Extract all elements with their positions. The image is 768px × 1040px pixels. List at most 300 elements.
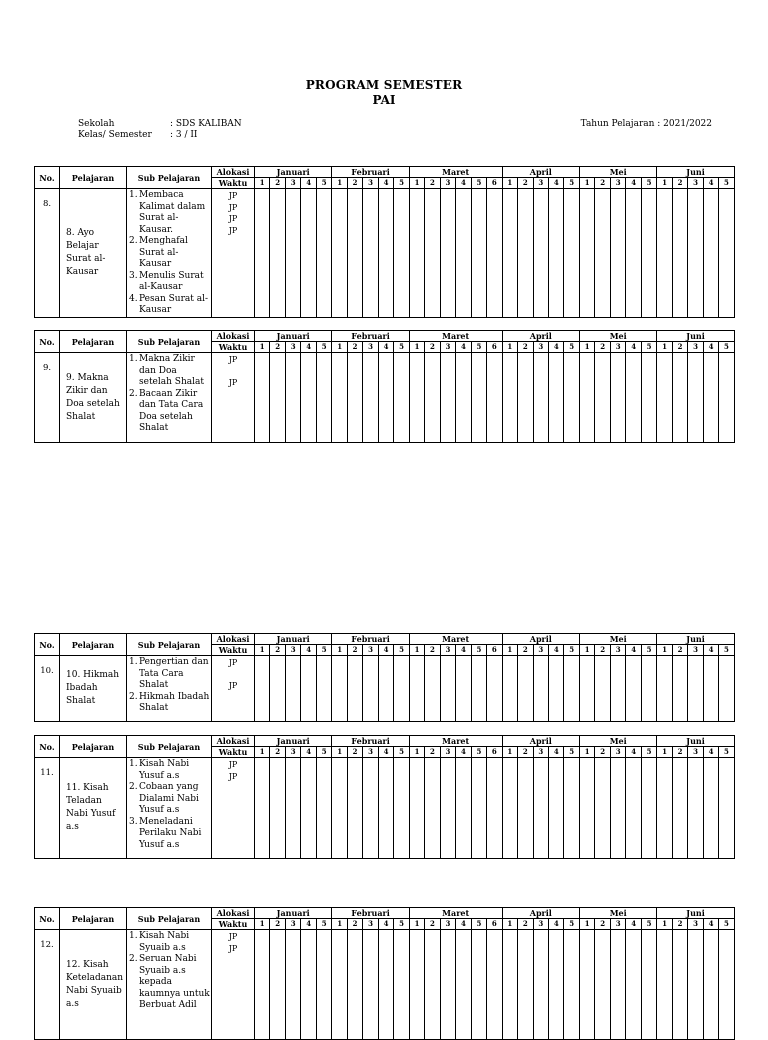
week-number: 3 <box>533 747 548 758</box>
week-cell <box>363 930 378 1040</box>
alokasi-waktu <box>212 353 255 443</box>
week-number: 5 <box>471 747 486 758</box>
col-pelajaran-header: Pelajaran <box>60 908 127 930</box>
week-number: 3 <box>285 342 300 353</box>
week-cell <box>270 758 285 859</box>
week-cell <box>688 189 703 318</box>
month-header: Juni <box>657 908 734 919</box>
week-cell <box>549 353 564 443</box>
week-cell <box>487 189 502 318</box>
col-waktu-header: Waktu <box>212 178 255 189</box>
week-cell <box>688 930 703 1040</box>
week-number: 1 <box>255 645 270 656</box>
week-number: 2 <box>270 645 285 656</box>
month-header: Februari <box>332 736 409 747</box>
week-number: 1 <box>409 747 424 758</box>
week-cell <box>688 353 703 443</box>
week-number: 3 <box>285 919 300 930</box>
week-number: 1 <box>657 919 672 930</box>
sub-lesson-number: 2. <box>129 954 138 964</box>
week-number: 2 <box>347 919 362 930</box>
col-waktu-header: Waktu <box>212 747 255 758</box>
month-header: Juni <box>657 331 734 342</box>
week-cell <box>533 758 548 859</box>
week-number: 3 <box>688 645 703 656</box>
week-cell <box>363 353 378 443</box>
week-cell <box>332 353 347 443</box>
week-cell <box>564 758 580 859</box>
week-cell <box>580 353 595 443</box>
week-cell <box>409 656 424 722</box>
week-cell <box>471 189 486 318</box>
alokasi-value: JP <box>228 760 238 769</box>
lesson-title: 9. Makna Zikir dan Doa setelah Shalat <box>60 353 127 443</box>
week-number: 2 <box>270 342 285 353</box>
alokasi-value: JP <box>228 355 238 364</box>
week-cell <box>518 930 533 1040</box>
week-number: 1 <box>502 919 517 930</box>
sub-lesson-item <box>129 759 210 782</box>
week-number: 1 <box>580 178 595 189</box>
sub-lesson-number: 4. <box>129 293 138 304</box>
week-number: 4 <box>378 178 393 189</box>
week-cell <box>502 353 517 443</box>
sub-lesson-list <box>127 758 212 859</box>
week-cell <box>440 656 455 722</box>
week-number: 3 <box>440 747 455 758</box>
sub-lesson-item <box>129 782 210 817</box>
week-number: 4 <box>301 178 316 189</box>
week-cell <box>502 189 517 318</box>
week-number: 5 <box>394 747 410 758</box>
col-alokasi-header: Alokasi <box>212 331 255 342</box>
week-number: 1 <box>580 342 595 353</box>
week-cell <box>626 930 641 1040</box>
month-header: Maret <box>409 908 502 919</box>
week-cell <box>255 189 270 318</box>
week-number: 2 <box>672 645 687 656</box>
week-number: 4 <box>703 342 718 353</box>
sub-lesson-number: 1. <box>129 354 138 364</box>
sub-lesson-number: 1. <box>129 931 138 941</box>
week-number: 3 <box>285 747 300 758</box>
week-number: 4 <box>301 919 316 930</box>
week-cell <box>347 758 362 859</box>
sub-lesson-text: Seruan Nabi Syuaib a.s kepada kaumnya untuk Berbuat Adil <box>139 954 210 1010</box>
month-header: Februari <box>332 908 409 919</box>
col-pelajaran-header: Pelajaran <box>60 736 127 758</box>
week-number: 2 <box>347 178 362 189</box>
col-no-header: No. <box>35 167 60 189</box>
week-cell <box>301 758 316 859</box>
week-cell <box>285 758 300 859</box>
lesson-title: 10. Hikmah Ibadah Shalat <box>60 656 127 722</box>
week-number: 1 <box>657 178 672 189</box>
week-cell <box>425 758 440 859</box>
col-sub-header: Sub Pelajaran <box>127 634 212 656</box>
col-sub-header: Sub Pelajaran <box>127 908 212 930</box>
week-cell <box>703 656 718 722</box>
week-cell <box>270 189 285 318</box>
week-cell <box>409 758 424 859</box>
week-cell <box>347 353 362 443</box>
week-cell <box>688 758 703 859</box>
week-number: 5 <box>316 645 332 656</box>
week-cell <box>533 353 548 443</box>
sub-lesson-text: Membaca Kalimat dalam Surat al-Kausar. <box>139 190 206 235</box>
sub-lesson-number: 2. <box>129 691 138 702</box>
lesson-title: 12. Kisah Keteladanan Nabi Syuaib a.s <box>60 930 127 1040</box>
week-cell <box>394 656 410 722</box>
week-cell <box>688 656 703 722</box>
lesson-title: 11. Kisah Teladan Nabi Yusuf a.s <box>60 758 127 859</box>
week-cell <box>255 930 270 1040</box>
week-number: 3 <box>688 342 703 353</box>
week-number: 6 <box>487 178 502 189</box>
header-row <box>35 331 735 342</box>
week-cell <box>502 656 517 722</box>
sub-lesson-text: Menghafal Surat al-Kausar <box>139 236 188 269</box>
week-number: 3 <box>440 919 455 930</box>
week-number: 2 <box>672 747 687 758</box>
week-number: 3 <box>610 645 625 656</box>
month-header: Januari <box>255 908 332 919</box>
week-number: 2 <box>518 178 533 189</box>
sub-lesson-number: 2. <box>129 782 138 792</box>
week-number: 1 <box>580 747 595 758</box>
week-number: 1 <box>502 645 517 656</box>
week-cell <box>641 353 656 443</box>
lesson-title: 8. Ayo Belajar Surat al-Kausar <box>60 189 127 318</box>
week-cell <box>394 758 410 859</box>
month-header: April <box>502 634 579 645</box>
week-number: 3 <box>363 747 378 758</box>
week-number: 1 <box>255 919 270 930</box>
week-number: 3 <box>533 919 548 930</box>
week-number: 1 <box>409 178 424 189</box>
alokasi-value: JP <box>228 943 238 953</box>
week-cell <box>672 656 687 722</box>
week-number: 4 <box>549 919 564 930</box>
week-cell <box>580 758 595 859</box>
week-cell <box>471 656 486 722</box>
week-number: 2 <box>425 178 440 189</box>
week-number: 3 <box>285 178 300 189</box>
week-cell <box>285 656 300 722</box>
week-number: 3 <box>610 342 625 353</box>
week-number: 1 <box>409 645 424 656</box>
week-cell <box>719 189 734 318</box>
week-cell <box>316 930 332 1040</box>
week-number: 2 <box>270 919 285 930</box>
lesson-row <box>35 353 735 443</box>
month-header: Mei <box>580 736 657 747</box>
week-cell <box>301 930 316 1040</box>
month-header: Mei <box>580 331 657 342</box>
week-number: 1 <box>409 342 424 353</box>
month-header: Januari <box>255 634 332 645</box>
week-cell <box>518 189 533 318</box>
week-number: 2 <box>425 342 440 353</box>
sub-lesson-item <box>129 657 210 692</box>
sub-lesson-item <box>129 931 210 954</box>
week-cell <box>456 189 471 318</box>
week-cell <box>610 930 625 1040</box>
week-cell <box>703 353 718 443</box>
week-cell <box>363 656 378 722</box>
week-cell <box>378 930 393 1040</box>
week-number: 4 <box>626 645 641 656</box>
sub-lesson-item <box>129 236 210 271</box>
week-cell <box>347 656 362 722</box>
week-cell <box>301 656 316 722</box>
week-cell <box>703 758 718 859</box>
col-waktu-header: Waktu <box>212 919 255 930</box>
month-header: Januari <box>255 167 332 178</box>
sub-lesson-number: 1. <box>129 759 138 769</box>
week-number: 1 <box>409 919 424 930</box>
month-header: Mei <box>580 167 657 178</box>
week-number: 2 <box>595 645 610 656</box>
lesson-number: 12. <box>35 930 60 1040</box>
week-cell <box>610 353 625 443</box>
week-number: 3 <box>363 919 378 930</box>
week-number: 5 <box>564 342 580 353</box>
week-number: 2 <box>270 747 285 758</box>
week-number: 2 <box>425 747 440 758</box>
month-header: Februari <box>332 331 409 342</box>
month-header: Maret <box>409 331 502 342</box>
program-table <box>34 633 735 722</box>
alokasi-value <box>212 366 254 378</box>
week-cell <box>440 189 455 318</box>
week-number: 4 <box>703 645 718 656</box>
week-cell <box>394 189 410 318</box>
week-cell <box>425 353 440 443</box>
sub-lesson-text: Pesan Surat al-Kausar <box>139 293 209 315</box>
sub-lesson-number: 2. <box>129 236 138 246</box>
week-cell <box>719 758 734 859</box>
alokasi-waktu <box>212 930 255 1040</box>
week-cell <box>703 189 718 318</box>
col-pelajaran-header: Pelajaran <box>60 167 127 189</box>
week-cell <box>270 353 285 443</box>
week-cell <box>518 353 533 443</box>
week-cell <box>564 353 580 443</box>
col-no-header: No. <box>35 634 60 656</box>
alokasi-value: JP <box>228 771 238 781</box>
alokasi-value: JP <box>228 658 238 667</box>
week-number: 6 <box>487 342 502 353</box>
sub-lesson-item <box>129 354 210 389</box>
week-cell <box>641 656 656 722</box>
week-number: 5 <box>316 919 332 930</box>
week-cell <box>580 656 595 722</box>
week-cell <box>440 758 455 859</box>
week-cell <box>301 189 316 318</box>
week-number: 5 <box>719 747 734 758</box>
week-cell <box>580 189 595 318</box>
kelas-label: Kelas/ Semester <box>78 130 152 140</box>
sub-lesson-text: Meneladani Perilaku Nabi Yusuf a.s <box>139 816 202 850</box>
week-number: 3 <box>533 342 548 353</box>
col-pelajaran-header: Pelajaran <box>60 634 127 656</box>
week-number: 4 <box>703 919 718 930</box>
week-cell <box>487 656 502 722</box>
week-number: 5 <box>471 919 486 930</box>
alokasi-waktu <box>212 758 255 859</box>
week-cell <box>672 758 687 859</box>
week-number: 5 <box>641 178 656 189</box>
month-header: Juni <box>657 634 734 645</box>
week-number: 3 <box>363 178 378 189</box>
week-cell <box>409 189 424 318</box>
sub-lesson-number: 1. <box>129 657 138 667</box>
week-cell <box>487 930 502 1040</box>
week-number: 4 <box>456 645 471 656</box>
week-number: 5 <box>564 919 580 930</box>
week-number: 5 <box>564 747 580 758</box>
week-cell <box>595 189 610 318</box>
week-cell <box>440 930 455 1040</box>
week-number: 2 <box>672 178 687 189</box>
col-alokasi-header: Alokasi <box>212 167 255 178</box>
sub-lesson-text: Makna Zikir dan Doa setelah Shalat <box>139 354 204 387</box>
header-row <box>35 634 735 645</box>
week-number: 2 <box>425 645 440 656</box>
week-cell <box>626 656 641 722</box>
week-cell <box>332 930 347 1040</box>
week-cell <box>456 353 471 443</box>
week-cell <box>549 758 564 859</box>
week-number: 1 <box>580 919 595 930</box>
lesson-number: 11. <box>35 758 60 859</box>
week-cell <box>487 353 502 443</box>
week-cell <box>394 353 410 443</box>
week-cell <box>595 353 610 443</box>
month-header: April <box>502 167 579 178</box>
month-header: Maret <box>409 736 502 747</box>
week-cell <box>533 656 548 722</box>
lesson-number: 10. <box>35 656 60 722</box>
week-number: 5 <box>641 342 656 353</box>
week-number: 3 <box>688 919 703 930</box>
week-cell <box>657 189 672 318</box>
week-number: 4 <box>301 342 316 353</box>
alokasi-value <box>212 669 254 681</box>
week-number: 4 <box>456 747 471 758</box>
week-cell <box>672 930 687 1040</box>
week-cell <box>610 189 625 318</box>
week-number: 2 <box>672 342 687 353</box>
week-cell <box>471 758 486 859</box>
week-number: 2 <box>518 747 533 758</box>
sub-lesson-text: Bacaan Zikir dan Tata Cara Doa setelah Shalat <box>139 388 204 433</box>
week-cell <box>580 930 595 1040</box>
lesson-number: 8. <box>35 189 60 318</box>
week-number: 4 <box>456 919 471 930</box>
sub-lesson-list <box>127 930 212 1040</box>
month-header: Maret <box>409 634 502 645</box>
lesson-row <box>35 758 735 859</box>
week-cell <box>502 758 517 859</box>
alokasi-value: JP <box>228 681 238 690</box>
col-no-header: No. <box>35 331 60 353</box>
week-cell <box>641 930 656 1040</box>
sub-lesson-item <box>129 190 210 236</box>
week-number: 4 <box>549 645 564 656</box>
week-number: 1 <box>332 747 347 758</box>
week-number: 3 <box>285 645 300 656</box>
week-cell <box>425 189 440 318</box>
week-number: 5 <box>564 178 580 189</box>
week-number: 4 <box>703 178 718 189</box>
lesson-row <box>35 930 735 1040</box>
week-number: 4 <box>301 645 316 656</box>
week-cell <box>719 656 734 722</box>
week-cell <box>533 189 548 318</box>
week-cell <box>703 930 718 1040</box>
week-number: 1 <box>657 747 672 758</box>
week-cell <box>672 353 687 443</box>
week-number: 5 <box>719 342 734 353</box>
week-number: 4 <box>378 645 393 656</box>
week-number: 2 <box>595 747 610 758</box>
week-cell <box>518 758 533 859</box>
month-header: Januari <box>255 736 332 747</box>
week-number: 2 <box>347 747 362 758</box>
week-cell <box>316 656 332 722</box>
week-number: 2 <box>347 342 362 353</box>
week-number: 5 <box>394 645 410 656</box>
week-cell <box>285 930 300 1040</box>
alokasi-value: JP <box>228 932 238 941</box>
sub-lesson-text: Hikmah Ibadah Shalat <box>139 691 210 713</box>
week-number: 1 <box>255 342 270 353</box>
week-number: 5 <box>471 178 486 189</box>
week-number: 4 <box>703 747 718 758</box>
week-number: 3 <box>440 645 455 656</box>
week-cell <box>471 353 486 443</box>
alokasi-waktu <box>212 656 255 722</box>
sub-lesson-item <box>129 271 210 294</box>
week-number: 1 <box>332 178 347 189</box>
col-no-header: No. <box>35 908 60 930</box>
header-row <box>35 908 735 919</box>
week-cell <box>564 930 580 1040</box>
week-cell <box>610 758 625 859</box>
week-number: 1 <box>502 178 517 189</box>
week-cell <box>363 758 378 859</box>
sub-lesson-number: 3. <box>129 270 138 281</box>
sub-lesson-number: 3. <box>129 816 138 827</box>
sub-lesson-text: Cobaan yang Dialami Nabi Yusuf a.s <box>139 782 199 815</box>
week-number: 1 <box>502 747 517 758</box>
month-header: April <box>502 908 579 919</box>
week-cell <box>672 189 687 318</box>
week-number: 1 <box>255 178 270 189</box>
week-number: 4 <box>456 342 471 353</box>
week-number: 5 <box>719 645 734 656</box>
col-no-header: No. <box>35 736 60 758</box>
week-number: 1 <box>580 645 595 656</box>
week-cell <box>363 189 378 318</box>
sub-lesson-text: Kisah Nabi Yusuf a.s <box>139 759 190 781</box>
week-number: 4 <box>549 342 564 353</box>
week-number: 2 <box>347 645 362 656</box>
week-number: 3 <box>688 178 703 189</box>
week-number: 3 <box>610 747 625 758</box>
